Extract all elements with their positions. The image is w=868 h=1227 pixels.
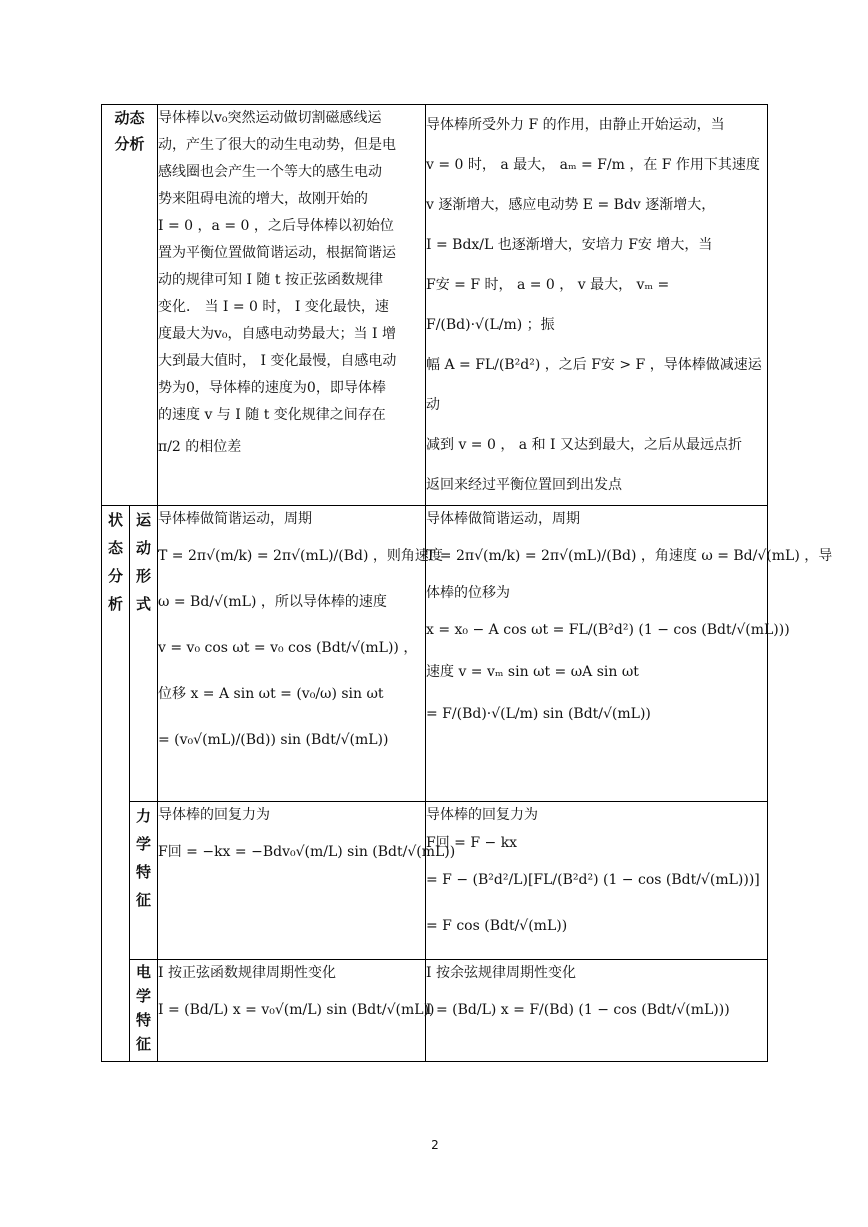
text-line: 导体棒的回复力为 xyxy=(158,807,270,823)
text-line: 导体棒做简谐运动，周期 xyxy=(158,511,312,527)
force-right-cell xyxy=(426,802,768,960)
formula-line: F回 = F − kx xyxy=(426,835,518,851)
text-line: I 按余弦规律周期性变化 xyxy=(426,965,576,981)
text-line: I 按正弦函数规律周期性变化 xyxy=(158,965,336,981)
text-line: 体棒的位移为 xyxy=(426,585,510,601)
text-line: 的速度 v 与 I 随 t 变化规律之间存在 xyxy=(158,407,386,423)
row-dynamic-analysis xyxy=(102,105,768,506)
motion-left-cell xyxy=(158,506,443,802)
text-line: 导体棒以v₀突然运动做切割磁感线运 xyxy=(158,110,382,126)
text-line: 大到最大值时， I 变化最慢，自感电动 xyxy=(158,353,397,369)
text-line: π/2 的相位差 xyxy=(158,439,242,455)
text-line: 置为平衡位置做简谐运动，根据简谐运 xyxy=(158,245,396,261)
label-motion-form xyxy=(130,506,158,802)
row-electric-features xyxy=(102,960,768,1062)
formula-line: T = 2π√(m/k) = 2π√(mL)/(Bd) ，角速度 ω = Bd/√(mL) ，导 xyxy=(426,548,833,564)
formula-line: = F cos (Bdt/√(mL)) xyxy=(426,918,568,934)
text-line: 导体棒所受外力 F 的作用，由静止开始运动，当 xyxy=(426,117,725,133)
page-number: 2 xyxy=(431,1138,439,1152)
text-line: v 逐渐增大，感应电动势 E = Bdv 逐渐增大， xyxy=(426,197,716,213)
text-line: 动，产生了很大的动生电动势，但是电 xyxy=(158,137,396,153)
text-line: 减到 v = 0 ， a 和 I 又达到最大，之后从最远点折 xyxy=(426,437,743,453)
formula-line: x = x₀ − A cos ωt = FL/(B²d²) (1 − cos (Bdt/√(mL))) xyxy=(426,622,790,638)
text-line: 动的规律可知 I 随 t 按正弦函数规律 xyxy=(158,272,383,288)
text-line: 度最大为v₀，自感电动势最大；当 I 增 xyxy=(158,326,396,342)
label-electric-features xyxy=(130,960,158,1062)
label-force-features xyxy=(130,802,158,960)
text-line: 变化． 当 I = 0 时， I 变化最快，速 xyxy=(158,299,389,315)
formula-line: 位移 x = A sin ωt = (v₀/ω) sin ωt xyxy=(158,686,384,702)
text-line: v = 0 时， a 最大， aₘ = F/m ，在 F 作用下其速度 xyxy=(426,157,760,173)
text-line: 导体棒做简谐运动，周期 xyxy=(426,511,580,527)
text-line: 势为0，导体棒的速度为0，即导体棒 xyxy=(158,380,386,396)
label-dynamic-analysis-text: 动态分析 xyxy=(114,109,145,153)
formula-line: = (v₀√(mL)/(Bd)) sin (Bdt/√(mL)) xyxy=(158,732,389,748)
text-line: I = Bdx/L 也逐渐增大，安培力 F安 增大，当 xyxy=(426,237,713,253)
text-line: F安 = F 时， a = 0 ， v 最大， vₘ = F/(Bd)·√(L/m) ；振 xyxy=(426,277,670,333)
dynamic-right-cell xyxy=(426,105,768,506)
force-left-cell xyxy=(158,802,456,960)
formula-line: = F − (B²d²/L)[FL/(B²d²) (1 − cos (Bdt/√(mL)))] xyxy=(426,872,760,888)
formula-line: F回 = −kx = −Bdv₀√(m/L) sin (Bdt/√(mL)) xyxy=(158,844,456,860)
physics-table xyxy=(101,104,833,1062)
label-force-features-text: 力学特征 xyxy=(135,807,151,909)
formula-line: v = v₀ cos ωt = v₀ cos (Bdt/√(mL)) ， xyxy=(158,640,418,656)
label-motion-form-text: 运动形式 xyxy=(135,511,151,613)
label-electric-features-text: 电学特征 xyxy=(135,963,151,1053)
formula-line: = F/(Bd)·√(L/m) sin (Bdt/√(mL)) xyxy=(426,706,651,722)
label-state-analysis-text: 状态分析 xyxy=(107,511,123,613)
dynamic-left-cell xyxy=(158,105,426,506)
electric-left-cell xyxy=(158,960,435,1062)
formula-line: ω = Bd/√(mL) ，所以导体棒的速度 xyxy=(158,594,387,610)
row-motion-form xyxy=(102,506,768,802)
formula-line: I = (Bd/L) x = v₀√(m/L) sin (Bdt/√(mL)) xyxy=(158,1002,435,1018)
electric-right-cell xyxy=(426,960,768,1062)
label-state-analysis xyxy=(102,506,130,1062)
text-line: 导体棒的回复力为 xyxy=(426,807,538,823)
formula-line: T = 2π√(m/k) = 2π√(mL)/(Bd) ，则角速度 xyxy=(158,548,443,564)
text-line: I = 0 ，a = 0 ，之后导体棒以初始位 xyxy=(158,218,394,234)
row-force-features xyxy=(102,802,768,960)
motion-right-cell xyxy=(426,506,833,802)
text-line: 返回来经过平衡位置回到出发点 xyxy=(426,477,622,493)
formula-line: 速度 v = vₘ sin ωt = ωA sin ωt xyxy=(426,664,639,680)
text-line: 势来阻碍电流的增大，故刚开始的 xyxy=(158,191,368,207)
label-dynamic-analysis xyxy=(102,105,158,506)
text-line: 幅 A = FL/(B²d²) ，之后 F安 > F ，导体棒做减速运动 xyxy=(426,357,762,413)
formula-line: I = (Bd/L) x = F/(Bd) (1 − cos (Bdt/√(mL))) xyxy=(426,1002,730,1018)
text-line: 感线圈也会产生一个等大的感生电动 xyxy=(158,164,382,180)
